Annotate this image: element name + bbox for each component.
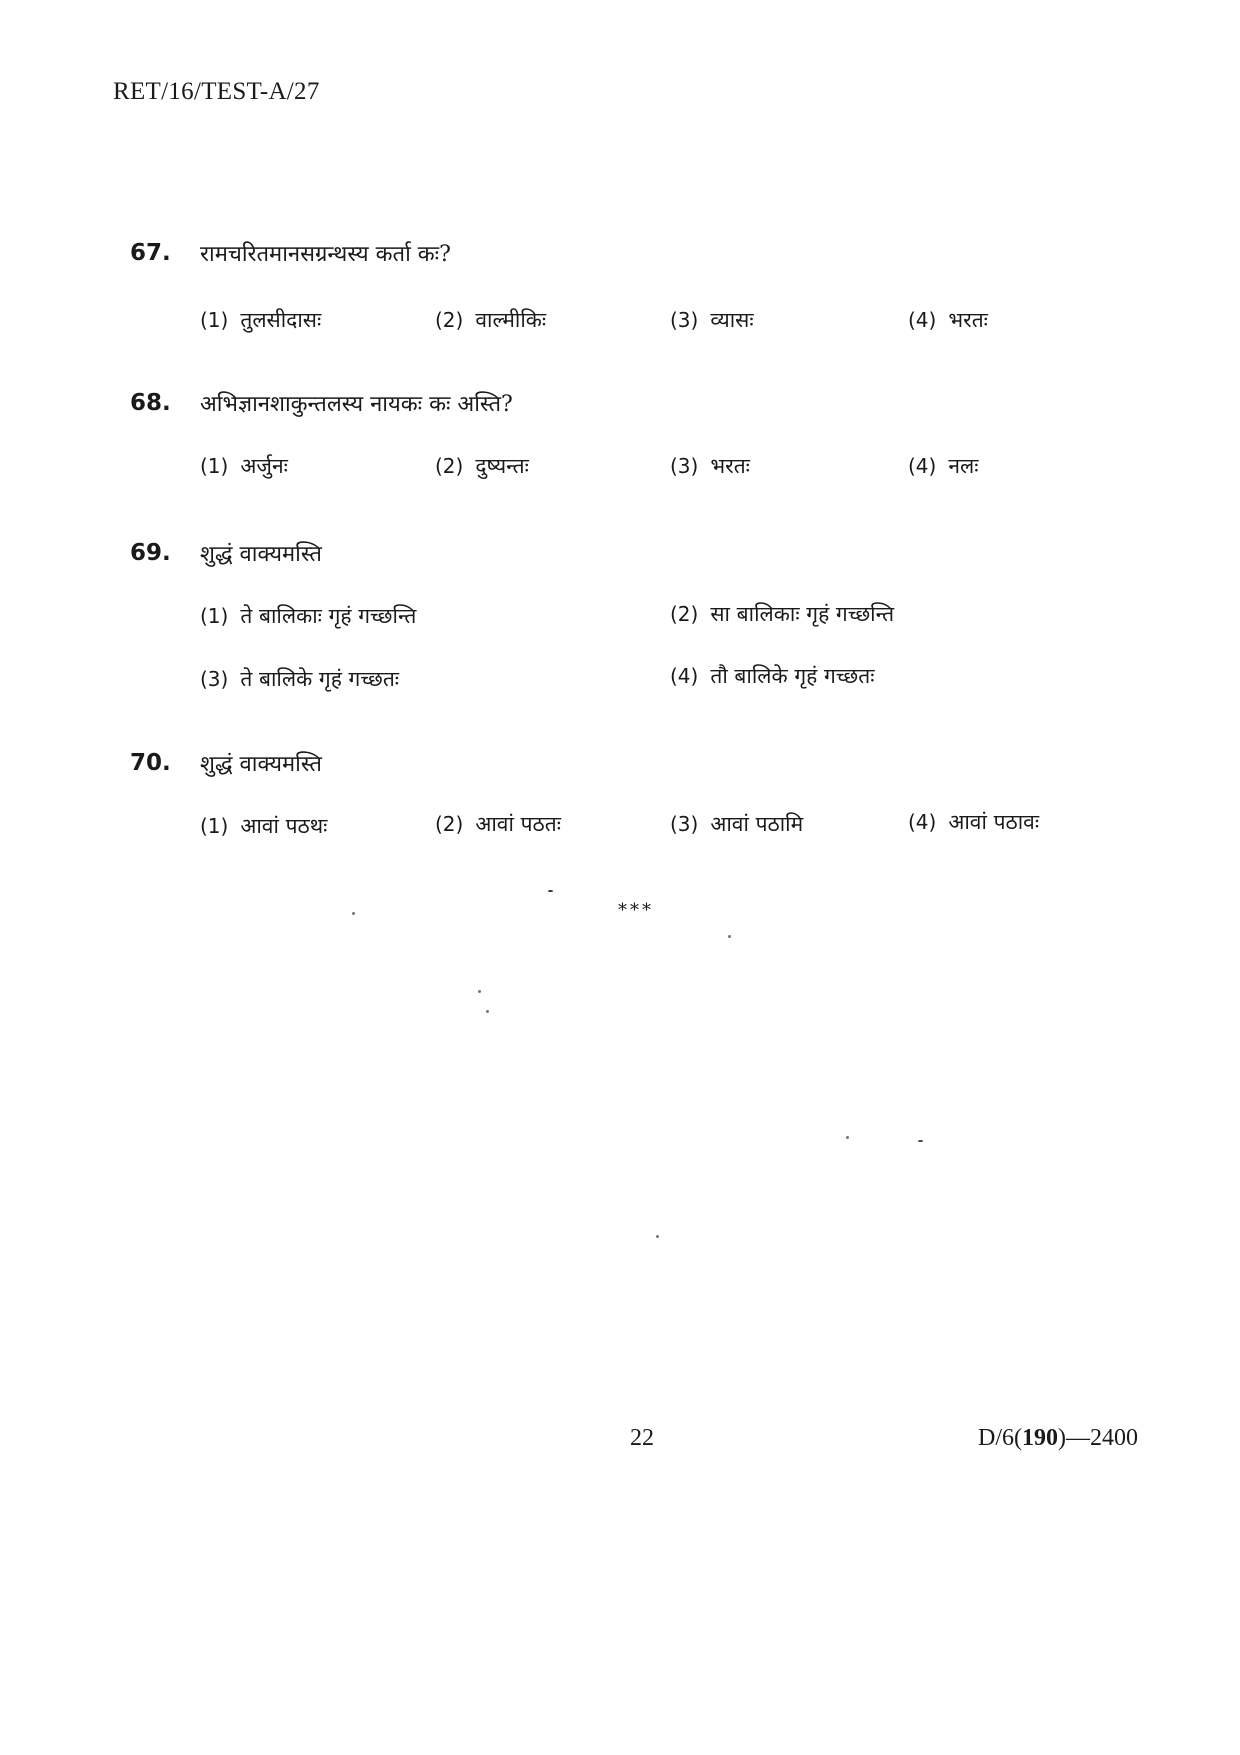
- option-text: आवां पठथः: [240, 814, 328, 838]
- option-text: सा बालिकाः गृहं गच्छन्ति: [710, 602, 895, 626]
- question-text: अभिज्ञानशाकुन्तलस्य नायकः कः अस्ति?: [200, 392, 513, 417]
- option-text: भरतः: [948, 308, 988, 332]
- option-4: [908, 808, 1039, 836]
- question-text: रामचरितमानसग्रन्थस्य कर्ता कः?: [200, 242, 451, 267]
- end-marker: ***: [618, 900, 654, 921]
- option-text: नलः: [948, 454, 979, 478]
- option-1: [200, 306, 321, 334]
- option-3: [670, 452, 750, 480]
- question-number: 68.: [130, 390, 171, 416]
- option-4: [908, 452, 978, 480]
- scan-speck: [728, 935, 731, 938]
- option-text: भरतः: [710, 454, 750, 478]
- option-text: व्यासः: [710, 308, 754, 332]
- question-number: 67.: [130, 240, 171, 266]
- option-3: [670, 810, 803, 838]
- option-number: (4): [908, 308, 937, 332]
- option-3: [200, 665, 399, 693]
- option-text: ते बालिके गृहं गच्छतः: [240, 667, 400, 691]
- option-number: (1): [200, 604, 229, 628]
- scan-speck: [486, 1010, 489, 1013]
- option-2: [435, 306, 546, 334]
- option-number: (4): [670, 664, 699, 688]
- option-2: [435, 452, 529, 480]
- option-3: [670, 306, 754, 334]
- page-number: 22: [630, 1425, 654, 1451]
- option-number: (2): [670, 602, 699, 626]
- option-text: तुलसीदासः: [240, 308, 322, 332]
- footer-code-suffix: )—2400: [1058, 1425, 1138, 1451]
- option-text: आवां पठावः: [948, 810, 1040, 834]
- option-text: आवां पठामि: [710, 812, 804, 836]
- option-4: [670, 662, 874, 690]
- option-text: दुष्यन्तः: [475, 454, 529, 478]
- option-number: (4): [908, 810, 937, 834]
- scan-speck: [846, 1136, 849, 1139]
- scan-speck: [548, 890, 553, 892]
- option-number: (3): [200, 667, 229, 691]
- footer-code-bold: 190: [1022, 1425, 1058, 1451]
- option-number: (3): [670, 454, 699, 478]
- option-number: (2): [435, 308, 464, 332]
- option-text: आवां पठतः: [475, 812, 561, 836]
- option-1: [200, 812, 327, 840]
- scan-speck: [478, 990, 481, 993]
- option-text: ते बालिकाः गृहं गच्छन्ति: [240, 604, 417, 628]
- footer-code: [978, 1425, 1138, 1452]
- option-2: [670, 600, 894, 628]
- option-text: वाल्मीकिः: [475, 308, 547, 332]
- scan-speck: [918, 1140, 923, 1142]
- option-text: अर्जुनः: [240, 454, 288, 478]
- footer-code-prefix: D/6(: [978, 1425, 1022, 1451]
- option-number: (3): [670, 308, 699, 332]
- option-number: (2): [435, 812, 464, 836]
- option-1: [200, 602, 416, 630]
- question-text: शुद्धं वाक्यमस्ति: [200, 542, 322, 567]
- header-code: RET/16/TEST-A/27: [113, 78, 320, 105]
- scan-speck: [352, 912, 355, 915]
- option-number: (3): [670, 812, 699, 836]
- option-text: तौ बालिके गृहं गच्छतः: [710, 664, 875, 688]
- scan-speck: [656, 1235, 659, 1238]
- option-1: [200, 452, 288, 480]
- question-text: शुद्धं वाक्यमस्ति: [200, 752, 322, 777]
- option-number: (1): [200, 454, 229, 478]
- option-number: (2): [435, 454, 464, 478]
- option-number: (1): [200, 814, 229, 838]
- option-number: (1): [200, 308, 229, 332]
- option-number: (4): [908, 454, 937, 478]
- question-number: 70.: [130, 750, 171, 776]
- option-2: [435, 810, 561, 838]
- question-number: 69.: [130, 540, 171, 566]
- option-4: [908, 306, 988, 334]
